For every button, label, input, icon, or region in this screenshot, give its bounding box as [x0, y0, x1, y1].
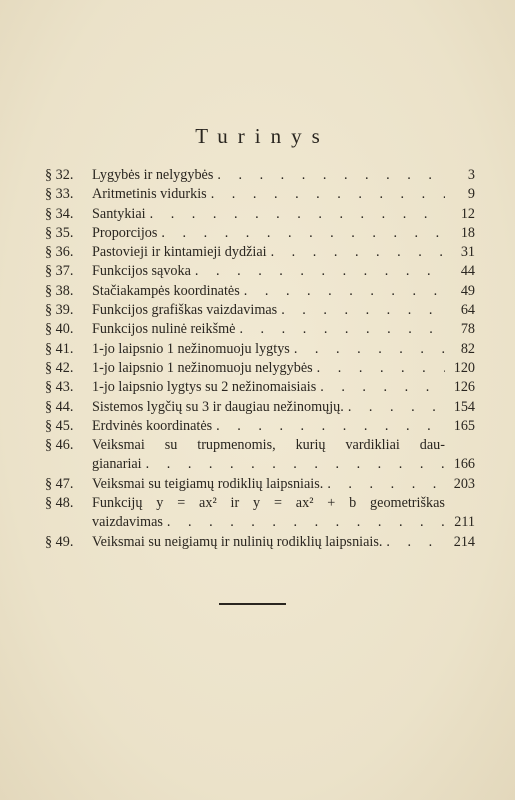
- entry-title: Erdvinės koordinatės: [92, 417, 213, 434]
- page-number: 166: [453, 456, 475, 473]
- toc-row: [45, 513, 475, 532]
- toc-row: [45, 455, 475, 474]
- entry-title-word: y: [156, 495, 164, 512]
- entry-title: Veiksmai su teigiamų rodiklių laipsniais.: [92, 475, 324, 492]
- entry-title: Funkcijos nulinė reikšmė: [92, 321, 236, 338]
- page-number: 18: [460, 224, 475, 241]
- entry-title-line: [92, 205, 445, 224]
- section-number: § 48.: [45, 495, 74, 512]
- entry-title-line: [92, 398, 445, 417]
- toc-row: [45, 185, 475, 204]
- section-number: § 33.: [45, 186, 74, 203]
- entry-title-line: [92, 185, 445, 204]
- entry-title: 1-jo laipsnio lygtys su 2 nežinomaisiais: [92, 379, 317, 396]
- table-of-contents: [45, 166, 475, 552]
- dot-leader: [344, 398, 445, 417]
- entry-title: vaizdavimas: [92, 514, 163, 531]
- toc-row: [45, 243, 475, 262]
- page-number: 165: [453, 417, 475, 434]
- entry-title: Lygybės ir nelygybės: [92, 167, 214, 183]
- entry-title-line: [92, 417, 445, 436]
- entry-title-word: +: [327, 495, 336, 512]
- section-number: § 42.: [45, 359, 74, 376]
- entry-title: Veiksmai su neigiamų ir nulinių rodiklių laipsniais.: [92, 533, 383, 550]
- section-number: § 43.: [45, 379, 74, 396]
- dot-leader: [207, 185, 445, 204]
- toc-row: [45, 262, 475, 281]
- toc-row: [45, 436, 475, 455]
- page-number: 78: [460, 321, 475, 338]
- toc-row: [45, 475, 475, 494]
- toc-row: [45, 320, 475, 339]
- entry-title-word: ir: [230, 495, 240, 512]
- entry-title-line: [92, 320, 445, 339]
- section-number: § 38.: [45, 282, 74, 299]
- entry-title-word: ax²: [295, 495, 314, 512]
- section-number: § 45.: [45, 417, 74, 434]
- page-number: 82: [460, 340, 475, 357]
- entry-title: Stačiakampės koordinatės: [92, 282, 240, 299]
- entry-title-word: dau-: [419, 437, 445, 454]
- dot-leader: [382, 533, 445, 552]
- dot-leader: [146, 205, 445, 224]
- toc-row: [45, 224, 475, 243]
- entry-title: gianariai: [92, 456, 142, 473]
- page-number: 12: [460, 205, 475, 222]
- entry-title-line: [92, 166, 445, 185]
- entry-title: Funkcijos grafiškas vaizdavimas: [92, 302, 278, 319]
- section-number: § 40.: [45, 321, 74, 338]
- toc-row: [45, 205, 475, 224]
- entry-title-word: trupmenomis,: [197, 437, 276, 454]
- page-number: 64: [460, 302, 475, 319]
- entry-title: Funkcijos sąvoka: [92, 263, 191, 280]
- entry-title: 1-jo laipsnio 1 nežinomuoju nelygybės: [92, 359, 313, 376]
- entry-title-word: Funkcijų: [92, 495, 143, 512]
- toc-row: [45, 378, 475, 397]
- dot-leader: [290, 340, 445, 359]
- section-number: § 39.: [45, 302, 74, 319]
- entry-title: Santykiai: [92, 205, 146, 222]
- dot-leader: [316, 378, 445, 397]
- page-number: 214: [453, 533, 475, 550]
- page-number: 154: [453, 398, 475, 415]
- toc-row: [45, 398, 475, 417]
- dot-leader: [212, 417, 445, 436]
- dot-leader: [142, 455, 445, 474]
- entry-title: Pastovieji ir kintamieji dydžiai: [92, 244, 267, 261]
- dot-leader: [313, 359, 445, 378]
- entry-title-line: [92, 359, 445, 378]
- entry-title: Aritmetinis vidurkis: [92, 186, 207, 203]
- entry-title: Proporcijos: [92, 224, 158, 241]
- dot-leader: [267, 243, 445, 262]
- toc-row: [45, 359, 475, 378]
- toc-row: [45, 340, 475, 359]
- entry-title-line: [92, 224, 445, 243]
- dot-leader: [235, 320, 445, 339]
- page-number: 126: [453, 379, 475, 396]
- entry-title-word: ax²: [199, 495, 217, 512]
- page-title: Turinys: [195, 124, 330, 148]
- entry-title-line: [92, 455, 445, 474]
- entry-title-line: [92, 243, 445, 262]
- entry-title-line: [92, 378, 445, 397]
- toc-row: [45, 166, 475, 185]
- entry-title: Sistemos lygčių su 3 ir daugiau nežinomųjų.: [92, 398, 344, 415]
- section-number: § 34.: [45, 205, 74, 222]
- toc-row: [45, 494, 475, 513]
- entry-title-word: Veiksmai: [92, 437, 145, 454]
- section-number: § 32.: [45, 167, 74, 183]
- closing-rule: [219, 603, 286, 605]
- toc-row: [45, 533, 475, 552]
- page-number: 31: [460, 244, 475, 261]
- entry-title-word: =: [177, 495, 186, 512]
- entry-title-word: geometriškas: [370, 495, 445, 512]
- section-number: § 36.: [45, 244, 74, 261]
- section-number: § 47.: [45, 475, 74, 492]
- toc-row: [45, 282, 475, 301]
- toc-row: [45, 301, 475, 320]
- section-number: § 49.: [45, 533, 74, 550]
- entry-title-word: =: [273, 495, 282, 512]
- entry-title-word: b: [349, 495, 357, 512]
- toc-row: [45, 417, 475, 436]
- entry-title-line: [92, 494, 445, 513]
- entry-title-word: kurių: [295, 437, 326, 454]
- entry-title-word: vardikliai: [345, 437, 400, 454]
- page-number: 211: [454, 514, 475, 531]
- section-number: § 41.: [45, 340, 74, 357]
- entry-title-line: [92, 436, 445, 455]
- page-number: 49: [460, 282, 475, 299]
- dot-leader: [191, 262, 445, 281]
- entry-title-line: [92, 340, 445, 359]
- dot-leader: [277, 301, 445, 320]
- page-number: 44: [460, 263, 475, 280]
- entry-title-line: [92, 262, 445, 281]
- section-number: § 46.: [45, 437, 74, 454]
- entry-title-word: y: [253, 495, 261, 512]
- dot-leader: [240, 282, 445, 301]
- section-number: § 37.: [45, 263, 74, 280]
- page-number: 203: [453, 475, 475, 492]
- dot-leader: [213, 166, 445, 185]
- dot-leader: [163, 513, 445, 532]
- entry-title-line: [92, 282, 445, 301]
- dot-leader: [157, 224, 445, 243]
- page-number: 3: [467, 167, 475, 183]
- dot-leader: [323, 475, 445, 494]
- page-number: 9: [467, 186, 475, 203]
- entry-title: 1-jo laipsnio 1 nežinomuoju lygtys: [92, 340, 290, 357]
- entry-title-line: [92, 533, 445, 552]
- section-number: § 44.: [45, 398, 74, 415]
- entry-title-word: su: [164, 437, 178, 454]
- entry-title-line: [92, 513, 445, 532]
- section-number: § 35.: [45, 224, 74, 241]
- entry-title-line: [92, 301, 445, 320]
- page-number: 120: [453, 359, 475, 376]
- entry-title-line: [92, 475, 445, 494]
